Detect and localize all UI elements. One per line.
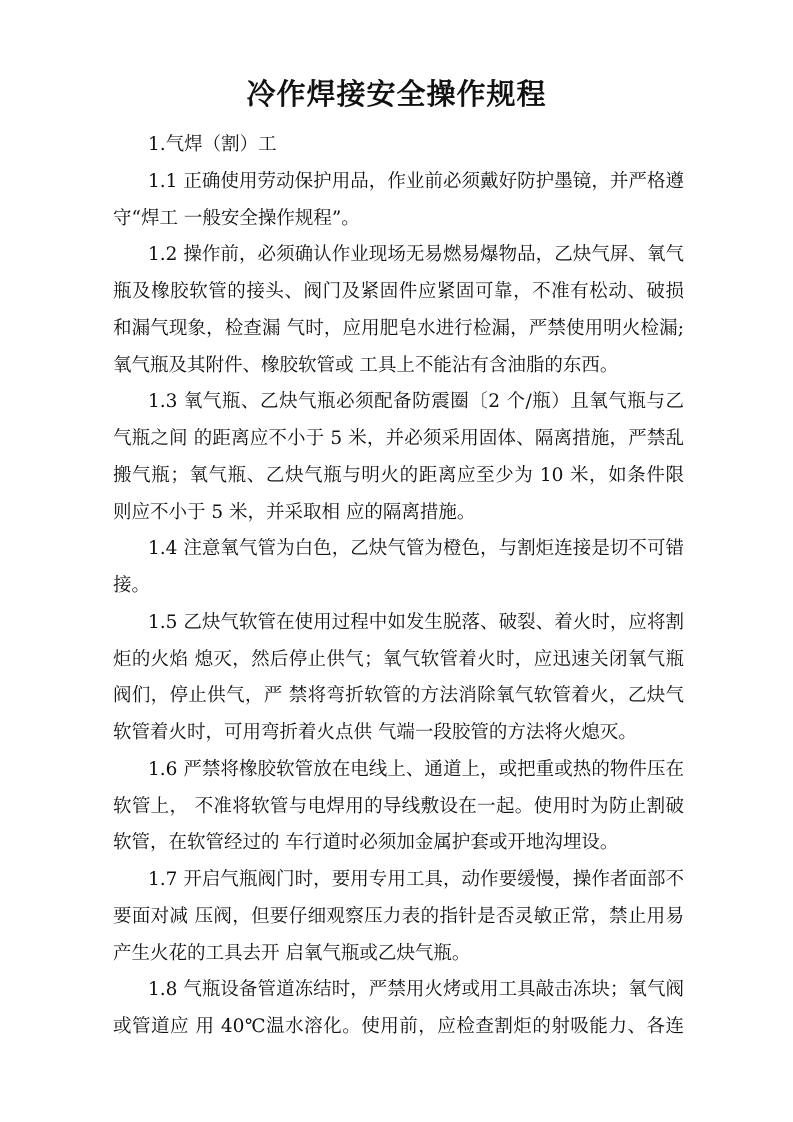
text-line: 炬的火焰 熄灭，然后停止供气；氧气软管着火时，应迅速关闭氧气瓶 [113, 648, 684, 670]
paragraph [113, 237, 684, 384]
text-line: 1.5 乙炔气软管在使用过程中如发生脱落、破裂、着火时，应将割 [148, 611, 684, 633]
text-line: 1.1 正确使用劳动保护用品，作业前必须戴好防护墨镜，并严格遵 [148, 170, 684, 192]
paragraph [113, 127, 684, 164]
text-line: 1.气焊（割）工 [148, 134, 277, 155]
text-line: 或管道应 用 40℃温水溶化。使用前，应检查割炬的射吸能力、各连 [113, 1016, 684, 1037]
text-line: 软管，在软管经过的 车行道时必须加金属护套或开地沟埋设。 [113, 832, 619, 854]
paragraph [113, 752, 684, 862]
document-title: 冷作焊接安全操作规程 [246, 77, 547, 111]
text-line: 搬气瓶；氧气瓶、乙炔气瓶与明火的距离应至少为 10 米，如条件限 [113, 464, 684, 486]
text-line: 气瓶之间 的距离应不小于 5 米，并必须采用固体、隔离措施，严禁乱 [113, 428, 684, 449]
text-line: 产生火花的工具去开 启氧气瓶或乙炔气瓶。 [113, 942, 471, 964]
text-line: 软管上， 不准将软管与电焊用的导线敷设在一起。使用时为防止割破 [113, 795, 684, 817]
text-line: 接。 [113, 575, 151, 596]
paragraph [113, 531, 684, 605]
text-line: 和漏气现象，检查漏 气时，应用肥皂水进行检漏，严禁使用明火检漏; [113, 317, 684, 339]
text-line: 1.6 严禁将橡胶软管放在电线上、通道上，或把重或热的物件压在 [148, 758, 684, 780]
text-line: 阀们，停止供气，严 禁将弯折软管的方法消除氧气软管着火，乙炔气 [113, 685, 684, 707]
text-line: 1.7 开启气瓶阀门时，要用专用工具，动作要缓慢，操作者面部不 [148, 869, 684, 890]
text-line: 则应不小于 5 米，并采取相 应的隔离措施。 [113, 501, 476, 523]
paragraph [113, 164, 684, 238]
text-line: 1.2 操作前，必须确认作业现场无易燃易爆物品，乙炔气屏、氧气 [148, 244, 684, 266]
text-line: 软管着火时，可用弯折着火点供 气端一段胶管的方法将火熄灭。 [113, 722, 637, 743]
paragraph [113, 862, 684, 972]
text-line: 1.3 氧气瓶、乙炔气瓶必须配备防震圈〔2 个/瓶）且氧气瓶与乙 [148, 391, 684, 413]
text-line: 1.4 注意氧气管为白色，乙炔气管为橙色，与割炬连接是切不可错 [148, 538, 684, 560]
text-line: 氧气瓶及其附件、橡胶软管或 工具上不能沾有含油脂的东西。 [113, 354, 619, 376]
text-line: 守“焊工 一般安全操作规程”。 [113, 207, 360, 229]
document-body [113, 127, 684, 1046]
paragraph [113, 605, 684, 752]
text-line: 瓶及橡胶软管的接头、阀门及紧固件应紧固可靠，不准有松动、破损 [113, 281, 684, 302]
text-line: 1.8 气瓶设备管道冻结时，严禁用火烤或用工具敲击冻块；氧气阀 [148, 979, 684, 1001]
paragraph [113, 384, 684, 531]
text-line: 要面对减 压阀，但要仔细观察压力表的指针是否灵敏正常，禁止用易 [113, 905, 684, 927]
paragraph [113, 972, 684, 1046]
